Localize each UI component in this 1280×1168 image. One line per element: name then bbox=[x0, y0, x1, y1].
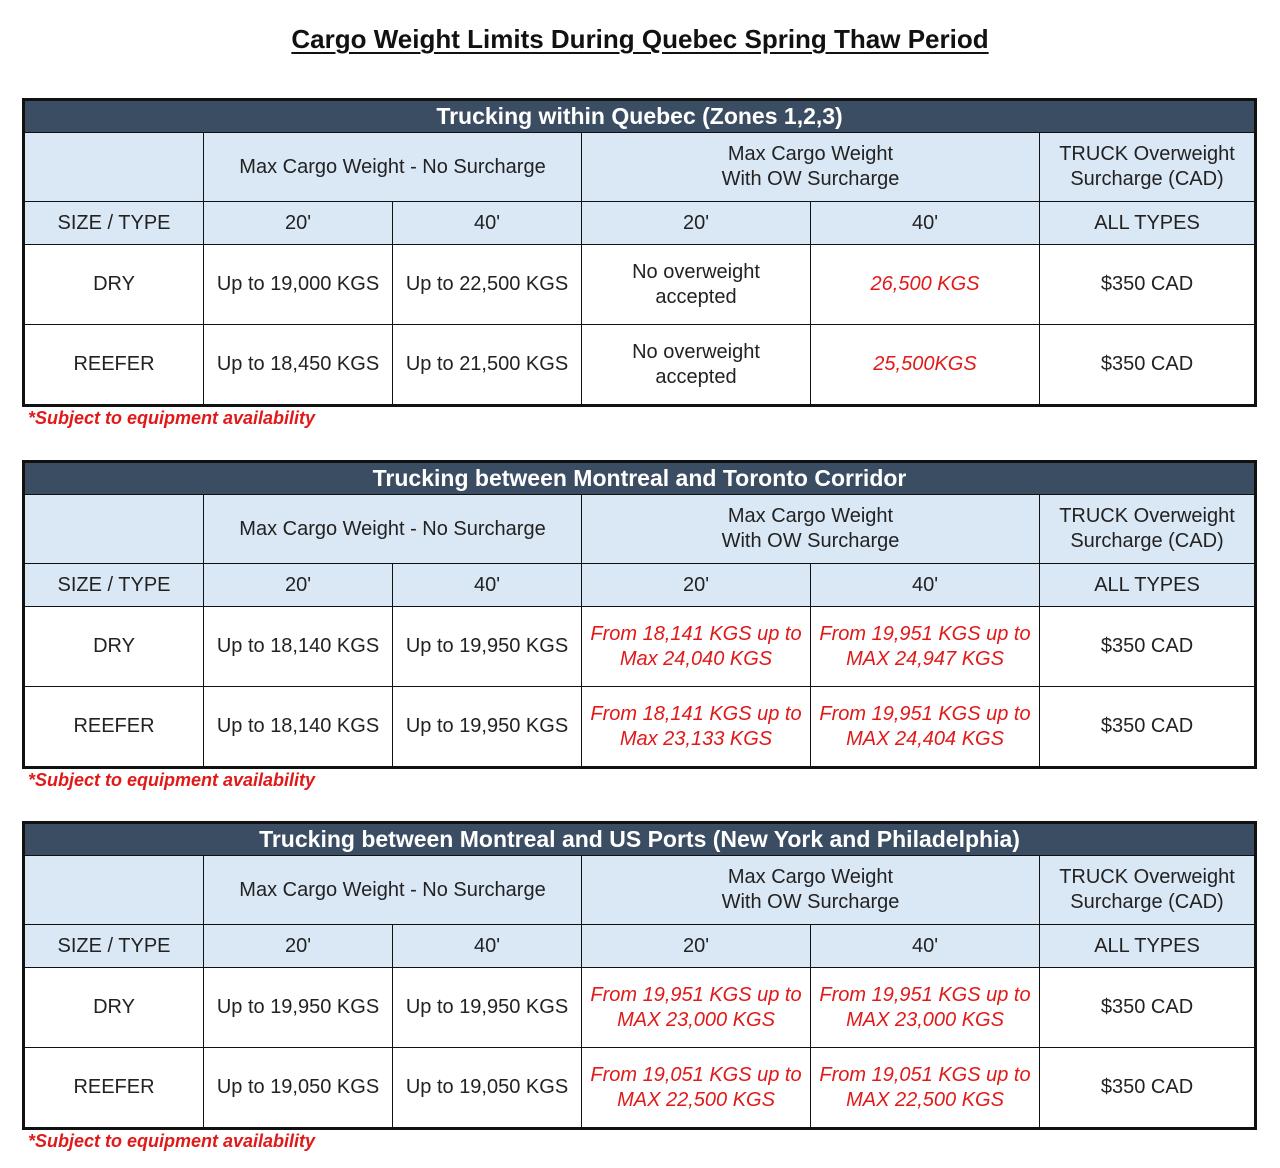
cell-40ft-with-ow-line2: MAX 23,000 KGS bbox=[846, 1008, 1004, 1031]
cell-40ft-with-ow bbox=[811, 245, 1040, 325]
subheader-40ft-ow: 40' bbox=[811, 925, 1040, 968]
cell-20ft-with-ow bbox=[582, 245, 811, 325]
cell-20ft-with-ow-line2: MAX 22,500 KGS bbox=[617, 1088, 775, 1111]
header-with-ow-line1: Max Cargo Weight bbox=[727, 866, 894, 888]
header-truck-overweight bbox=[1040, 856, 1256, 925]
header-no-surcharge: Max Cargo Weight - No Surcharge bbox=[204, 856, 582, 925]
subheader-all-types: ALL TYPES bbox=[1040, 564, 1256, 607]
cell-20ft-with-ow-line2: accepted bbox=[655, 285, 737, 308]
cell-40ft-with-ow bbox=[811, 968, 1040, 1048]
table-banner-row bbox=[24, 823, 1256, 856]
header-truck-ow-line2: Surcharge (CAD) bbox=[1070, 530, 1224, 552]
cell-size-type: REEFER bbox=[24, 325, 204, 406]
table-row bbox=[24, 687, 1256, 768]
subheader-20ft-ow: 20' bbox=[582, 202, 811, 245]
cell-40ft-with-ow-line1: From 19,951 KGS up to bbox=[819, 702, 1031, 725]
subheader-40ft-ow: 40' bbox=[811, 202, 1040, 245]
cell-20ft-with-ow-line1: From 19,051 KGS up to bbox=[590, 1063, 802, 1086]
cell-20ft-with-ow bbox=[582, 607, 811, 687]
subheader-40ft: 40' bbox=[393, 202, 582, 245]
cell-40ft-with-ow-line1: From 19,051 KGS up to bbox=[819, 1063, 1031, 1086]
header-no-surcharge: Max Cargo Weight - No Surcharge bbox=[204, 495, 582, 564]
cell-20ft-no-surcharge: Up to 18,450 KGS bbox=[204, 325, 393, 406]
section-banner: Trucking between Montreal and US Ports (New York and Philadelphia) bbox=[24, 823, 1256, 856]
cell-40ft-with-ow bbox=[811, 607, 1040, 687]
header-with-ow-line1: Max Cargo Weight bbox=[727, 505, 894, 527]
cell-truck-surcharge: $350 CAD bbox=[1040, 245, 1256, 325]
cell-40ft-no-surcharge: Up to 22,500 KGS bbox=[393, 245, 582, 325]
cell-20ft-with-ow-line2: Max 23,133 KGS bbox=[619, 727, 773, 750]
subheader-20ft: 20' bbox=[204, 202, 393, 245]
cell-20ft-no-surcharge: Up to 18,140 KGS bbox=[204, 607, 393, 687]
cell-20ft-with-ow-line2: accepted bbox=[655, 365, 737, 388]
table-row bbox=[24, 1048, 1256, 1129]
header-row bbox=[24, 133, 1256, 202]
header-row bbox=[24, 856, 1256, 925]
header-truck-ow-line1: TRUCK Overweight bbox=[1059, 866, 1235, 888]
subheader-row bbox=[24, 564, 1256, 607]
cell-truck-surcharge: $350 CAD bbox=[1040, 607, 1256, 687]
subheader-40ft: 40' bbox=[393, 925, 582, 968]
cell-40ft-with-ow-line1: From 19,951 KGS up to bbox=[819, 983, 1031, 1006]
table-banner-row bbox=[24, 100, 1256, 133]
section-banner: Trucking between Montreal and Toronto Corridor bbox=[24, 462, 1256, 495]
cell-20ft-no-surcharge: Up to 18,140 KGS bbox=[204, 687, 393, 768]
cell-40ft-no-surcharge: Up to 19,950 KGS bbox=[393, 968, 582, 1048]
header-empty-cell bbox=[24, 856, 204, 925]
subheader-row bbox=[24, 925, 1256, 968]
table-banner-row bbox=[24, 462, 1256, 495]
subheader-20ft: 20' bbox=[204, 925, 393, 968]
header-with-ow-line1: Max Cargo Weight bbox=[727, 143, 894, 165]
cell-40ft-no-surcharge: Up to 19,950 KGS bbox=[393, 607, 582, 687]
header-empty-cell bbox=[24, 495, 204, 564]
availability-note: *Subject to equipment availability bbox=[28, 408, 316, 428]
cell-40ft-with-ow-line1: 26,500 KGS bbox=[870, 273, 980, 295]
header-truck-ow-line1: TRUCK Overweight bbox=[1059, 143, 1235, 165]
cell-20ft-with-ow-line1: From 18,141 KGS up to bbox=[590, 702, 802, 725]
subheader-40ft-ow: 40' bbox=[811, 564, 1040, 607]
cell-truck-surcharge: $350 CAD bbox=[1040, 325, 1256, 406]
cell-20ft-with-ow-line2: MAX 23,000 KGS bbox=[617, 1008, 775, 1031]
cell-20ft-no-surcharge: Up to 19,050 KGS bbox=[204, 1048, 393, 1129]
header-truck-ow-line2: Surcharge (CAD) bbox=[1070, 168, 1224, 190]
header-with-ow-line2: With OW Surcharge bbox=[721, 168, 900, 190]
cell-40ft-with-ow bbox=[811, 1048, 1040, 1129]
table-row bbox=[24, 607, 1256, 687]
cell-size-type: DRY bbox=[24, 245, 204, 325]
header-with-ow-surcharge bbox=[582, 495, 1040, 564]
subheader-row bbox=[24, 202, 1256, 245]
subheader-20ft-ow: 20' bbox=[582, 925, 811, 968]
header-truck-overweight bbox=[1040, 133, 1256, 202]
header-with-ow-line2: With OW Surcharge bbox=[721, 891, 900, 913]
cell-40ft-no-surcharge: Up to 19,950 KGS bbox=[393, 687, 582, 768]
cell-40ft-with-ow-line2: MAX 22,500 KGS bbox=[846, 1088, 1004, 1111]
header-no-surcharge: Max Cargo Weight - No Surcharge bbox=[204, 133, 582, 202]
cell-size-type: REEFER bbox=[24, 1048, 204, 1129]
cell-truck-surcharge: $350 CAD bbox=[1040, 687, 1256, 768]
trucking-section bbox=[22, 460, 1254, 791]
header-empty-cell bbox=[24, 133, 204, 202]
table-row bbox=[24, 968, 1256, 1048]
cell-20ft-no-surcharge: Up to 19,000 KGS bbox=[204, 245, 393, 325]
cell-20ft-with-ow-line1: No overweight bbox=[632, 260, 760, 283]
subheader-all-types: ALL TYPES bbox=[1040, 925, 1256, 968]
table-row bbox=[24, 325, 1256, 406]
header-truck-ow-line1: TRUCK Overweight bbox=[1059, 505, 1235, 527]
table-row bbox=[24, 245, 1256, 325]
cell-truck-surcharge: $350 CAD bbox=[1040, 968, 1256, 1048]
trucking-section bbox=[22, 98, 1254, 429]
cell-40ft-no-surcharge: Up to 19,050 KGS bbox=[393, 1048, 582, 1129]
header-with-ow-surcharge bbox=[582, 856, 1040, 925]
cell-40ft-with-ow-line2: MAX 24,404 KGS bbox=[846, 727, 1004, 750]
cell-40ft-with-ow bbox=[811, 325, 1040, 406]
header-with-ow-line2: With OW Surcharge bbox=[721, 530, 900, 552]
cell-20ft-with-ow bbox=[582, 687, 811, 768]
header-truck-ow-line2: Surcharge (CAD) bbox=[1070, 891, 1224, 913]
cell-40ft-with-ow-line2: MAX 24,947 KGS bbox=[846, 647, 1004, 670]
subheader-20ft-ow: 20' bbox=[582, 564, 811, 607]
cell-size-type: REEFER bbox=[24, 687, 204, 768]
subheader-all-types: ALL TYPES bbox=[1040, 202, 1256, 245]
cell-20ft-with-ow bbox=[582, 325, 811, 406]
cell-20ft-with-ow-line1: No overweight bbox=[632, 340, 760, 363]
availability-note: *Subject to equipment availability bbox=[28, 1131, 316, 1151]
cell-40ft-with-ow-line1: 25,500KGS bbox=[873, 353, 977, 375]
trucking-section bbox=[22, 821, 1254, 1152]
cell-truck-surcharge: $350 CAD bbox=[1040, 1048, 1256, 1129]
cell-20ft-with-ow-line2: Max 24,040 KGS bbox=[619, 647, 773, 670]
cell-40ft-no-surcharge: Up to 21,500 KGS bbox=[393, 325, 582, 406]
subheader-20ft: 20' bbox=[204, 564, 393, 607]
header-with-ow-surcharge bbox=[582, 133, 1040, 202]
cell-20ft-with-ow bbox=[582, 1048, 811, 1129]
cell-20ft-with-ow bbox=[582, 968, 811, 1048]
availability-note: *Subject to equipment availability bbox=[28, 770, 316, 790]
section-banner: Trucking within Quebec (Zones 1,2,3) bbox=[24, 100, 1256, 133]
cell-size-type: DRY bbox=[24, 607, 204, 687]
cell-20ft-with-ow-line1: From 19,951 KGS up to bbox=[590, 983, 802, 1006]
subheader-size-type: SIZE / TYPE bbox=[24, 925, 204, 968]
cell-40ft-with-ow bbox=[811, 687, 1040, 768]
cell-20ft-no-surcharge: Up to 19,950 KGS bbox=[204, 968, 393, 1048]
subheader-size-type: SIZE / TYPE bbox=[24, 202, 204, 245]
weight-limits-table bbox=[22, 821, 1257, 1130]
header-truck-overweight bbox=[1040, 495, 1256, 564]
cell-size-type: DRY bbox=[24, 968, 204, 1048]
weight-limits-table bbox=[22, 460, 1257, 769]
page-title: Cargo Weight Limits During Quebec Spring Thaw Period bbox=[291, 24, 989, 54]
header-row bbox=[24, 495, 1256, 564]
cell-40ft-with-ow-line1: From 19,951 KGS up to bbox=[819, 622, 1031, 645]
subheader-size-type: SIZE / TYPE bbox=[24, 564, 204, 607]
cell-20ft-with-ow-line1: From 18,141 KGS up to bbox=[590, 622, 802, 645]
subheader-40ft: 40' bbox=[393, 564, 582, 607]
weight-limits-table bbox=[22, 98, 1257, 407]
